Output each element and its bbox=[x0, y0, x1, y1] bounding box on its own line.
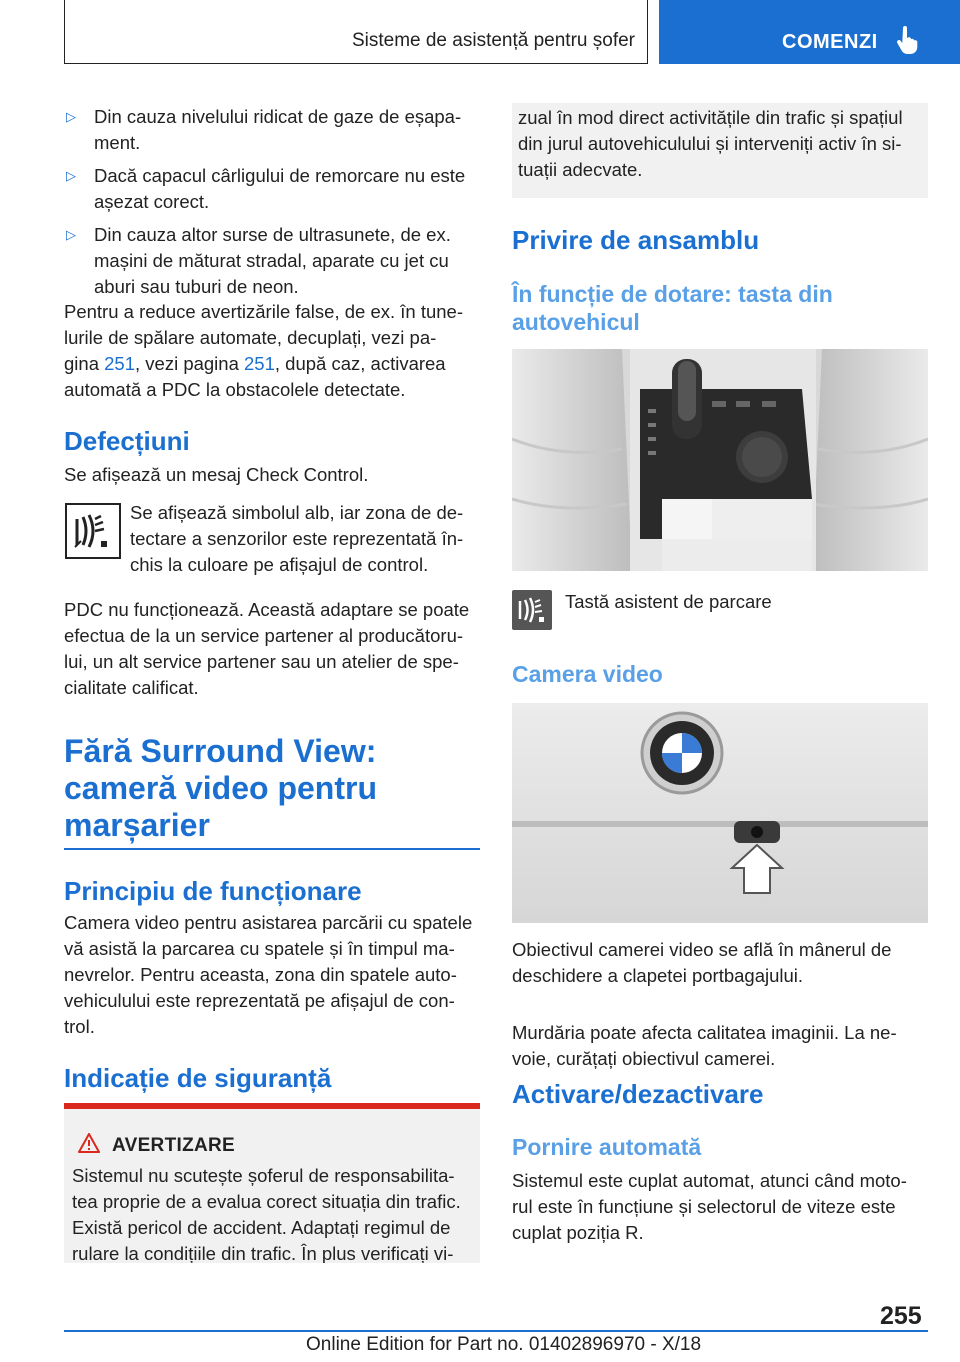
principle-text: Camera video pentru asistarea parcării cu spatele vă asistă la parcarea cu spatele și în timpul ma- nevrelor. Pentru aceasta, zona din spatele auto- vehiculului este reprezentată pe afișajul de con- trol. bbox=[64, 912, 473, 1037]
bullet-text: Din cauza altor surse de ultrasunete, de ex. mașini de măturat stradal, aparate cu jet cu aburi sau tuburi de neon. bbox=[94, 224, 451, 297]
symbol-description: Se afișează simbolul alb, iar zona de de- tectare a senzorilor este reprezentată în- chis la culoare pe afișajul de control. bbox=[130, 502, 464, 575]
chapter-tab[interactable] bbox=[659, 0, 960, 64]
pdc-not-working-text: PDC nu funcționează. Această adaptare se poate efectua de la un service partener al producătoru- lui, un alt service partener sau un atelier de spe- cialitate calificat. bbox=[64, 599, 470, 698]
warning-continued-text: zual în mod direct activitățile din trafic și spațiul din jurul autovehiculului și interveniți activ în si- tuații adecvate. bbox=[518, 107, 903, 180]
defects-text: Se afișează un mesaj Check Control. bbox=[64, 464, 369, 485]
safety-heading: Indicație de siguranță bbox=[64, 1063, 332, 1093]
rear-camera-heading: Fără Surround View: cameră video pentru marșarier bbox=[64, 733, 377, 843]
paragraph-line: gina 251, vezi pagina 251, după caz, activarea bbox=[64, 353, 446, 374]
button-caption: Tastă asistent de parcare bbox=[565, 591, 772, 612]
parking-assist-button-icon bbox=[512, 590, 552, 630]
paragraph-line: lurile de spălare automate, decuplați, vezi pa- bbox=[64, 327, 437, 348]
bullet-text: Din cauza nivelului ridicat de gaze de eșapa- ment. bbox=[94, 106, 462, 153]
pdc-symbol-icon bbox=[65, 503, 121, 559]
paragraph-line: automată a PDC la obstacolele detectate. bbox=[64, 379, 406, 400]
warning-triangle-icon bbox=[78, 1133, 100, 1153]
warning-text: Sistemul nu scutește șoferul de responsabilita- tea proprie de a evalua corect situația din trafic. Există pericol de accident. Adaptați regimul de rulare la condițiile din trafic. În plus verificați vi- bbox=[72, 1165, 461, 1263]
page-link[interactable]: 251 bbox=[244, 353, 275, 374]
warning-box bbox=[64, 1103, 480, 1263]
page-link[interactable]: 251 bbox=[104, 353, 135, 374]
overview-heading: Privire de ansamblu bbox=[512, 225, 760, 255]
page-number: 255 bbox=[880, 1302, 922, 1330]
auto-start-heading: Pornire automată bbox=[512, 1134, 702, 1160]
list-item bbox=[64, 104, 480, 156]
bullet-triangle-icon: ▷ bbox=[66, 109, 76, 124]
button-heading: În funcție de dotare: tasta din autovehicul bbox=[512, 281, 833, 335]
center-console-image bbox=[512, 349, 928, 571]
warning-title: AVERTIZARE bbox=[112, 1135, 235, 1156]
list-item bbox=[64, 163, 480, 215]
principle-heading: Principiu de funcționare bbox=[64, 876, 362, 906]
rear-camera-image bbox=[512, 703, 928, 923]
auto-start-text: Sistemul este cuplat automat, atunci când moto- rul este în funcțiune și selectorul de viteze este cuplat poziția R. bbox=[512, 1170, 907, 1243]
reduce-warnings-paragraph bbox=[64, 299, 480, 403]
bullet-triangle-icon: ▷ bbox=[66, 168, 76, 183]
footer-text: Online Edition for Part no. 01402896970 - X/18 bbox=[306, 1334, 702, 1355]
bullet-text: Dacă capacul cârligului de remorcare nu este așezat corect. bbox=[94, 165, 466, 212]
warning-continued-box bbox=[512, 103, 928, 198]
paragraph-line: Pentru a reduce avertizările false, de ex. în tune- bbox=[64, 301, 463, 322]
section-title: Sisteme de asistență pentru șofer bbox=[351, 30, 635, 51]
footer-rule bbox=[64, 1330, 928, 1332]
camera-location-text: Obiectivul camerei video se află în mânerul de deschidere a clapetei portbagajului. bbox=[512, 939, 892, 986]
list-item bbox=[64, 222, 480, 300]
activation-heading: Activare/dezactivare bbox=[512, 1079, 764, 1109]
heading-rule bbox=[64, 848, 480, 850]
camera-heading: Camera video bbox=[512, 661, 663, 687]
dirt-text: Murdăria poate afecta calitatea imaginii. La ne- voie, curățați obiectivul camerei. bbox=[512, 1022, 897, 1069]
bullet-triangle-icon: ▷ bbox=[66, 227, 76, 242]
chapter-label: COMENZI bbox=[782, 31, 878, 53]
defects-heading: Defecțiuni bbox=[64, 426, 190, 456]
header-section-box bbox=[64, 0, 648, 64]
pointing-hand-icon bbox=[896, 26, 918, 54]
